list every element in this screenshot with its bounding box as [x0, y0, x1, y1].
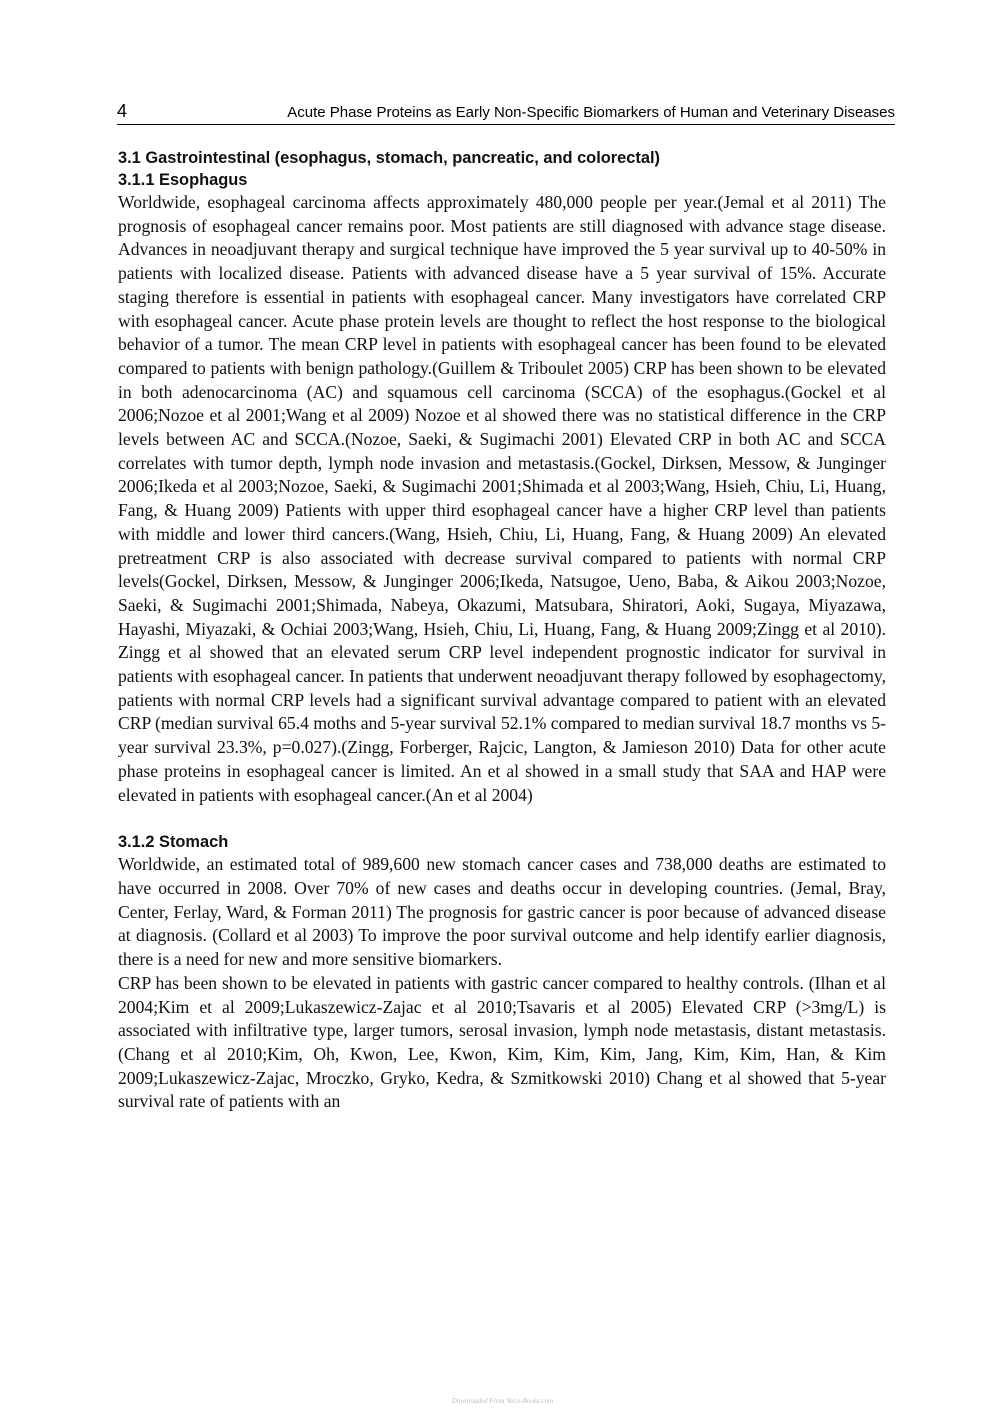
stomach-paragraph-1: Worldwide, an estimated total of 989,600 new stomach cancer cases and 738,000 deaths are estimated to have occurred in 2008. Over 70% of new cases and deaths occur in developing countries. (Jemal, Bray, Center, Ferlay, Ward, & Forman 2011) The prognosis for gastric cancer is poor because of advanced disease at diagnosis. (Collard et al 2003) To improve the poor survival outcome and help identify earlier diagnosis, there is a need for new and more sensitive biomarkers.	[118, 854, 886, 970]
running-head: Acute Phase Proteins as Early Non-Specific Biomarkers of Human and Veterinary Diseases	[287, 104, 895, 121]
section-heading: 3.1 Gastrointestinal (esophagus, stomach, pancreatic, and colorectal)	[118, 149, 660, 167]
subsection-heading-esophagus: 3.1.1 Esophagus	[118, 171, 248, 189]
body-content	[118, 147, 886, 1114]
esophagus-paragraph: Worldwide, esophageal carcinoma affects approximately 480,000 people per year.(Jemal et al 2011) The prognosis of esophageal cancer remains poor. Most patients are still diagnosed with advance stage disease. Advances in neoadjuvant therapy and surgical technique have improved the 5 year survival up to 40-50% in patients with localized disease. Patients with advanced disease have a 5 year survival of 15%. Accurate staging therefore is essential in patients with esophageal cancer. Many investigators have correlated CRP with esophageal cancer. Acute phase protein levels are thought to reflect the host response to the biological behavior of a tumor. The mean CRP level in patients with esophageal cancer has been found to be elevated compared to patients with benign pathology.(Guillem & Triboulet 2005) CRP has been shown to be elevated in both adenocarcinoma (AC) and squamous cell carcinoma (SCCA) of the esophagus.(Gockel et al 2006;Nozoe et al 2001;Wang et al 2009) Nozoe et al showed there was no statistical difference in the CRP levels between AC and SCCA.(Nozoe, Saeki, & Sugimachi 2001) Elevated CRP in both AC and SCCA correlates with tumor depth, lymph node invasion and metastasis.(Gockel, Dirksen, Messow, & Junginger 2006;Ikeda et al 2003;Nozoe, Saeki, & Sugimachi 2001;Shimada et al 2003;Wang, Hsieh, Chiu, Li, Huang, Fang, & Huang 2009) Patients with upper third esophageal cancer have a higher CRP level than patients with middle and lower third cancers.(Wang, Hsieh, Chiu, Li, Huang, Fang, & Huang 2009) An elevated pretreatment CRP is also associated with decrease survival compared to patients with normal CRP levels(Gockel, Dirksen, Messow, & Junginger 2006;Ikeda, Natsugoe, Ueno, Baba, & Aikou 2003;Nozoe, Saeki, & Sugimachi 2001;Shimada, Nabeya, Okazumi, Matsubara, Shiratori, Aoki, Sugaya, Miyazawa, Hayashi, Miyazaki, & Ochiai 2003;Wang, Hsieh, Chiu, Li, Huang, Fang, & Huang 2009;Zingg et al 2010). Zingg et al showed that an elevated serum CRP level independent prognostic indicator for survival in patients with esophageal cancer. In patients that underwent neoadjuvant therapy followed by esophagectomy, patients with normal CRP levels had a significant survival advantage compared to patient with an elevated CRP (median survival 65.4 moths and 5-year survival 52.1% compared to median survival 18.7 months vs 5-year survival 23.3%, p=0.027).(Zingg, Forberger, Rajcic, Langton, & Jamieson 2010) Data for other acute phase proteins in esophageal cancer is limited. An et al showed in a small study that SAA and HAP were elevated in patients with esophageal cancer.(An et al 2004)	[118, 192, 886, 805]
page-number: 4	[117, 101, 128, 121]
page-header	[117, 100, 895, 125]
section-spacer	[118, 807, 886, 831]
subsection-heading-stomach: 3.1.2 Stomach	[118, 833, 229, 852]
stomach-paragraph-2: CRP has been shown to be elevated in patients with gastric cancer compared to healthy controls. (Ilhan et al 2004;Kim et al 2009;Lukaszewicz-Zajac et al 2010;Tsavaris et al 2005) Elevated CRP (>3mg/L) is associated with infiltrative type, larger tumors, serosal invasion, lymph node metastasis, distant metastasis. (Chang et al 2010;Kim, Oh, Kwon, Lee, Kwon, Kim, Kim, Kim, Jang, Kim, Kim, Han, & Kim 2009;Lukaszewicz-Zajac, Mroczko, Gryko, Kedra, & Szmitkowski 2010) Chang et al showed that 5-year survival rate of patients with an	[118, 972, 886, 1112]
download-watermark: Downloaded From Vet-e-Books.com	[451, 1397, 554, 1405]
